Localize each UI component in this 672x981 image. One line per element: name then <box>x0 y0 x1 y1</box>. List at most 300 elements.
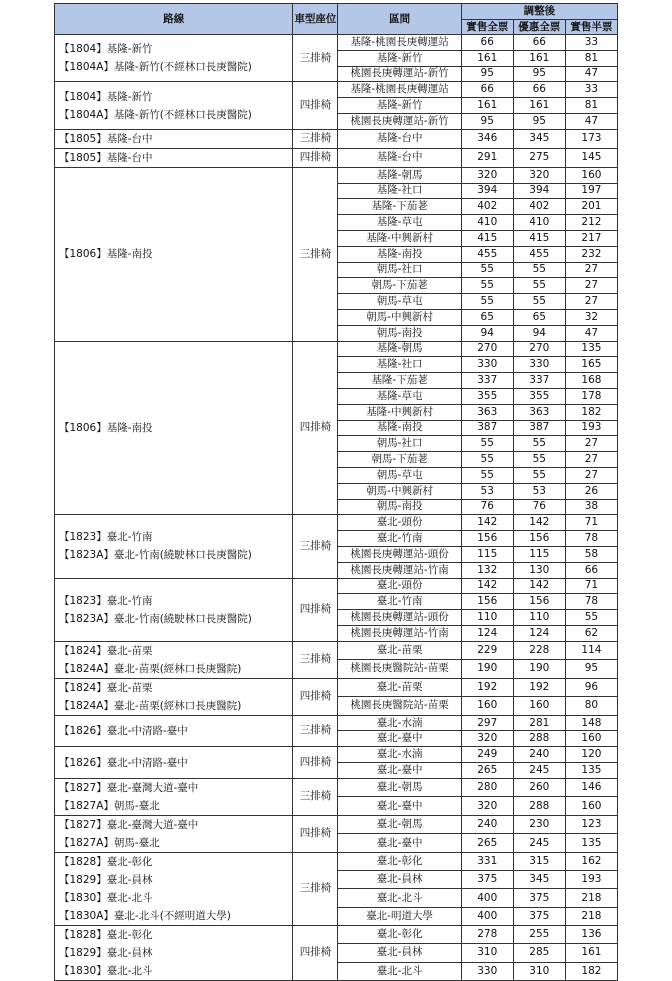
discount-fare-cell: 55 <box>513 294 565 310</box>
discount-fare-cell: 275 <box>513 148 565 167</box>
full-fare-cell: 76 <box>461 499 513 515</box>
section-cell: 基隆-中興新村 <box>338 404 461 420</box>
section-cell: 臺北-彰化 <box>338 852 461 870</box>
route-cell <box>55 925 293 980</box>
table-row <box>55 82 618 98</box>
section-cell: 朝馬-南投 <box>338 499 461 515</box>
section-cell: 桃園長庚轉運站-竹南 <box>338 562 461 578</box>
section-cell: 臺北-頭份 <box>338 578 461 594</box>
table-row <box>55 578 618 594</box>
discount-fare-cell: 315 <box>513 852 565 870</box>
route-cell <box>55 678 293 715</box>
half-fare-cell: 136 <box>565 925 617 943</box>
header-full-fare: 實售全票 <box>461 20 513 35</box>
half-fare-cell: 182 <box>565 404 617 420</box>
discount-fare-cell: 55 <box>513 278 565 294</box>
route-cell <box>55 341 293 515</box>
table-row <box>55 35 618 51</box>
full-fare-cell: 320 <box>461 797 513 816</box>
route-name: 【1826】臺北-中清路-臺中 <box>59 724 188 737</box>
section-cell: 臺北-竹南 <box>338 531 461 547</box>
header-section: 區間 <box>338 4 461 35</box>
route-name: 【1827】臺北-臺灣大道-臺中 <box>59 781 199 794</box>
full-fare-cell: 320 <box>461 167 513 183</box>
full-fare-cell: 402 <box>461 199 513 215</box>
half-fare-cell: 81 <box>565 50 617 66</box>
half-fare-cell: 55 <box>565 610 617 626</box>
header-seat: 車型座位 <box>293 4 338 35</box>
route-name: 【1827】臺北-臺灣大道-臺中 <box>59 818 199 831</box>
full-fare-cell: 331 <box>461 852 513 870</box>
section-cell: 朝馬-中興新村 <box>338 483 461 499</box>
section-cell: 臺北-北斗 <box>338 889 461 907</box>
full-fare-cell: 55 <box>461 278 513 294</box>
half-fare-cell: 162 <box>565 852 617 870</box>
route-cell <box>55 778 293 815</box>
route-cell <box>55 715 293 747</box>
section-cell: 桃園長庚轉運站-頭份 <box>338 546 461 562</box>
full-fare-cell: 161 <box>461 50 513 66</box>
section-cell: 臺北-北斗 <box>338 962 461 980</box>
section-cell: 臺北-朝馬 <box>338 778 461 797</box>
half-fare-cell: 197 <box>565 183 617 199</box>
half-fare-cell: 27 <box>565 467 617 483</box>
route-cell <box>55 82 293 129</box>
full-fare-cell: 190 <box>461 660 513 679</box>
discount-fare-cell: 66 <box>513 35 565 51</box>
discount-fare-cell: 345 <box>513 871 565 889</box>
section-cell: 桃園長庚醫院站-苗栗 <box>338 697 461 716</box>
seat-type-cell: 三排椅 <box>293 641 338 678</box>
full-fare-cell: 95 <box>461 113 513 129</box>
seat-type-cell: 三排椅 <box>293 167 338 341</box>
discount-fare-cell: 76 <box>513 499 565 515</box>
discount-fare-cell: 455 <box>513 246 565 262</box>
full-fare-cell: 65 <box>461 309 513 325</box>
seat-type-cell: 四排椅 <box>293 925 338 980</box>
table-row <box>55 778 618 797</box>
table-row <box>55 678 618 697</box>
half-fare-cell: 217 <box>565 230 617 246</box>
route-cell <box>55 852 293 925</box>
discount-fare-cell: 285 <box>513 944 565 962</box>
discount-fare-cell: 375 <box>513 907 565 925</box>
half-fare-cell: 58 <box>565 546 617 562</box>
half-fare-cell: 212 <box>565 215 617 231</box>
section-cell: 臺北-水湳 <box>338 747 461 763</box>
discount-fare-cell: 410 <box>513 215 565 231</box>
half-fare-cell: 120 <box>565 747 617 763</box>
discount-fare-cell: 130 <box>513 562 565 578</box>
full-fare-cell: 363 <box>461 404 513 420</box>
full-fare-cell: 400 <box>461 907 513 925</box>
seat-type-cell: 三排椅 <box>293 35 338 82</box>
discount-fare-cell: 415 <box>513 230 565 246</box>
half-fare-cell: 78 <box>565 531 617 547</box>
section-cell: 臺北-彰化 <box>338 925 461 943</box>
table-row <box>55 715 618 731</box>
route-name: 【1804】基隆-新竹 <box>59 90 153 103</box>
full-fare-cell: 124 <box>461 625 513 641</box>
route-name: 【1804】基隆-新竹 <box>59 43 153 56</box>
route-cell <box>55 815 293 852</box>
full-fare-cell: 270 <box>461 341 513 357</box>
half-fare-cell: 160 <box>565 167 617 183</box>
discount-fare-cell: 288 <box>513 731 565 747</box>
half-fare-cell: 218 <box>565 907 617 925</box>
discount-fare-cell: 160 <box>513 697 565 716</box>
half-fare-cell: 47 <box>565 325 617 341</box>
section-cell: 臺北-員林 <box>338 944 461 962</box>
route-cell <box>55 515 293 578</box>
discount-fare-cell: 66 <box>513 82 565 98</box>
route-name: 【1829】臺北-員林 <box>59 873 153 886</box>
full-fare-cell: 400 <box>461 889 513 907</box>
seat-type-cell: 四排椅 <box>293 578 338 641</box>
discount-fare-cell: 156 <box>513 531 565 547</box>
half-fare-cell: 27 <box>565 278 617 294</box>
discount-fare-cell: 161 <box>513 98 565 114</box>
half-fare-cell: 27 <box>565 436 617 452</box>
route-name: 【1826】臺北-中清路-臺中 <box>59 756 188 769</box>
discount-fare-cell: 230 <box>513 815 565 834</box>
discount-fare-cell: 345 <box>513 129 565 148</box>
full-fare-cell: 95 <box>461 66 513 82</box>
full-fare-cell: 160 <box>461 697 513 716</box>
section-cell: 臺北-明道大學 <box>338 907 461 925</box>
discount-fare-cell: 55 <box>513 436 565 452</box>
route-name: 【1805】基隆-台中 <box>59 151 153 164</box>
seat-type-cell: 四排椅 <box>293 148 338 167</box>
half-fare-cell: 148 <box>565 715 617 731</box>
table-body <box>55 35 618 981</box>
full-fare-cell: 278 <box>461 925 513 943</box>
route-name: 【1830A】臺北-北斗(不經明道大學) <box>59 909 231 922</box>
full-fare-cell: 375 <box>461 871 513 889</box>
header-adjusted: 調整後 <box>461 4 617 20</box>
half-fare-cell: 26 <box>565 483 617 499</box>
discount-fare-cell: 245 <box>513 834 565 853</box>
full-fare-cell: 394 <box>461 183 513 199</box>
discount-fare-cell: 240 <box>513 747 565 763</box>
discount-fare-cell: 228 <box>513 641 565 660</box>
full-fare-cell: 291 <box>461 148 513 167</box>
full-fare-cell: 115 <box>461 546 513 562</box>
section-cell: 基隆-草屯 <box>338 215 461 231</box>
header-discount-fare: 優惠全票 <box>513 20 565 35</box>
table-row <box>55 341 618 357</box>
discount-fare-cell: 55 <box>513 452 565 468</box>
section-cell: 朝馬-中興新村 <box>338 309 461 325</box>
discount-fare-cell: 55 <box>513 467 565 483</box>
discount-fare-cell: 387 <box>513 420 565 436</box>
half-fare-cell: 165 <box>565 357 617 373</box>
section-cell: 基隆-社口 <box>338 183 461 199</box>
route-name: 【1830】臺北-北斗 <box>59 891 153 904</box>
half-fare-cell: 182 <box>565 962 617 980</box>
route-cell <box>55 747 293 779</box>
half-fare-cell: 66 <box>565 562 617 578</box>
discount-fare-cell: 110 <box>513 610 565 626</box>
route-name: 【1823】臺北-竹南 <box>59 594 153 607</box>
full-fare-cell: 337 <box>461 373 513 389</box>
discount-fare-cell: 142 <box>513 578 565 594</box>
fare-table <box>54 3 618 981</box>
section-cell: 基隆-朝馬 <box>338 167 461 183</box>
section-cell: 桃園長庚轉運站-新竹 <box>338 66 461 82</box>
table-row <box>55 747 618 763</box>
full-fare-cell: 156 <box>461 594 513 610</box>
section-cell: 桃園長庚轉運站-頭份 <box>338 610 461 626</box>
discount-fare-cell: 337 <box>513 373 565 389</box>
full-fare-cell: 249 <box>461 747 513 763</box>
section-cell: 朝馬-下茄荖 <box>338 278 461 294</box>
section-cell: 基隆-下茄荖 <box>338 199 461 215</box>
route-cell <box>55 578 293 641</box>
half-fare-cell: 32 <box>565 309 617 325</box>
half-fare-cell: 123 <box>565 815 617 834</box>
discount-fare-cell: 245 <box>513 763 565 779</box>
section-cell: 基隆-南投 <box>338 246 461 262</box>
section-cell: 臺北-臺中 <box>338 731 461 747</box>
half-fare-cell: 114 <box>565 641 617 660</box>
route-name: 【1823A】臺北-竹南(繞駛林口長庚醫院) <box>59 612 252 625</box>
route-name: 【1828】臺北-彰化 <box>59 928 153 941</box>
half-fare-cell: 71 <box>565 515 617 531</box>
discount-fare-cell: 281 <box>513 715 565 731</box>
discount-fare-cell: 330 <box>513 357 565 373</box>
section-cell: 基隆-草屯 <box>338 388 461 404</box>
section-cell: 臺北-苗栗 <box>338 641 461 660</box>
full-fare-cell: 161 <box>461 98 513 114</box>
half-fare-cell: 178 <box>565 388 617 404</box>
route-name: 【1828】臺北-彰化 <box>59 855 153 868</box>
discount-fare-cell: 115 <box>513 546 565 562</box>
half-fare-cell: 193 <box>565 871 617 889</box>
section-cell: 朝馬-下茄荖 <box>338 452 461 468</box>
full-fare-cell: 55 <box>461 262 513 278</box>
half-fare-cell: 95 <box>565 660 617 679</box>
section-cell: 臺北-臺中 <box>338 797 461 816</box>
full-fare-cell: 330 <box>461 357 513 373</box>
route-name: 【1827A】朝馬-臺北 <box>59 799 160 812</box>
seat-type-cell: 三排椅 <box>293 515 338 578</box>
discount-fare-cell: 355 <box>513 388 565 404</box>
route-name: 【1805】基隆-台中 <box>59 132 153 145</box>
full-fare-cell: 156 <box>461 531 513 547</box>
discount-fare-cell: 53 <box>513 483 565 499</box>
half-fare-cell: 33 <box>565 82 617 98</box>
half-fare-cell: 27 <box>565 452 617 468</box>
seat-type-cell: 三排椅 <box>293 129 338 148</box>
full-fare-cell: 55 <box>461 294 513 310</box>
full-fare-cell: 346 <box>461 129 513 148</box>
half-fare-cell: 232 <box>565 246 617 262</box>
section-cell: 朝馬-草屯 <box>338 467 461 483</box>
section-cell: 桃園長庚轉運站-竹南 <box>338 625 461 641</box>
discount-fare-cell: 375 <box>513 889 565 907</box>
route-name: 【1823】臺北-竹南 <box>59 531 153 544</box>
route-name: 【1824】臺北-苗栗 <box>59 644 153 657</box>
table-row <box>55 515 618 531</box>
half-fare-cell: 38 <box>565 499 617 515</box>
full-fare-cell: 280 <box>461 778 513 797</box>
full-fare-cell: 66 <box>461 35 513 51</box>
route-cell <box>55 35 293 82</box>
full-fare-cell: 240 <box>461 815 513 834</box>
discount-fare-cell: 255 <box>513 925 565 943</box>
half-fare-cell: 81 <box>565 98 617 114</box>
table-row <box>55 641 618 660</box>
discount-fare-cell: 260 <box>513 778 565 797</box>
half-fare-cell: 146 <box>565 778 617 797</box>
full-fare-cell: 94 <box>461 325 513 341</box>
table-row <box>55 129 618 148</box>
route-name: 【1823A】臺北-竹南(繞駛林口長庚醫院) <box>59 549 252 562</box>
seat-type-cell: 四排椅 <box>293 82 338 129</box>
discount-fare-cell: 65 <box>513 309 565 325</box>
discount-fare-cell: 270 <box>513 341 565 357</box>
discount-fare-cell: 394 <box>513 183 565 199</box>
section-cell: 臺北-朝馬 <box>338 815 461 834</box>
half-fare-cell: 161 <box>565 944 617 962</box>
table-header <box>55 4 618 35</box>
section-cell: 基隆-下茄荖 <box>338 373 461 389</box>
section-cell: 基隆-中興新村 <box>338 230 461 246</box>
section-cell: 基隆-南投 <box>338 420 461 436</box>
section-cell: 臺北-竹南 <box>338 594 461 610</box>
half-fare-cell: 47 <box>565 113 617 129</box>
section-cell: 朝馬-草屯 <box>338 294 461 310</box>
full-fare-cell: 410 <box>461 215 513 231</box>
discount-fare-cell: 288 <box>513 797 565 816</box>
full-fare-cell: 55 <box>461 452 513 468</box>
full-fare-cell: 310 <box>461 944 513 962</box>
half-fare-cell: 193 <box>565 420 617 436</box>
half-fare-cell: 47 <box>565 66 617 82</box>
section-cell: 臺北-臺中 <box>338 834 461 853</box>
full-fare-cell: 66 <box>461 82 513 98</box>
route-cell <box>55 129 293 148</box>
half-fare-cell: 80 <box>565 697 617 716</box>
half-fare-cell: 135 <box>565 763 617 779</box>
route-name: 【1829】臺北-員林 <box>59 946 153 959</box>
discount-fare-cell: 310 <box>513 962 565 980</box>
section-cell: 臺北-員林 <box>338 871 461 889</box>
half-fare-cell: 173 <box>565 129 617 148</box>
half-fare-cell: 160 <box>565 731 617 747</box>
discount-fare-cell: 190 <box>513 660 565 679</box>
section-cell: 臺北-水湳 <box>338 715 461 731</box>
seat-type-cell: 四排椅 <box>293 341 338 515</box>
route-name: 【1827A】朝馬-臺北 <box>59 836 160 849</box>
half-fare-cell: 135 <box>565 834 617 853</box>
route-cell <box>55 167 293 341</box>
section-cell: 基隆-新竹 <box>338 50 461 66</box>
half-fare-cell: 71 <box>565 578 617 594</box>
section-cell: 臺北-頭份 <box>338 515 461 531</box>
seat-type-cell: 三排椅 <box>293 852 338 925</box>
section-cell: 基隆-台中 <box>338 148 461 167</box>
route-name: 【1806】基隆-南投 <box>59 421 153 434</box>
section-cell: 桃園長庚醫院站-苗栗 <box>338 660 461 679</box>
full-fare-cell: 455 <box>461 246 513 262</box>
half-fare-cell: 168 <box>565 373 617 389</box>
full-fare-cell: 387 <box>461 420 513 436</box>
route-name: 【1824】臺北-苗栗 <box>59 681 153 694</box>
full-fare-cell: 229 <box>461 641 513 660</box>
section-cell: 臺北-苗栗 <box>338 678 461 697</box>
full-fare-cell: 265 <box>461 834 513 853</box>
route-name: 【1806】基隆-南投 <box>59 248 153 261</box>
half-fare-cell: 160 <box>565 797 617 816</box>
seat-type-cell: 三排椅 <box>293 778 338 815</box>
route-name: 【1824A】臺北-苗栗(經林口長庚醫院) <box>59 699 242 712</box>
half-fare-cell: 62 <box>565 625 617 641</box>
discount-fare-cell: 55 <box>513 262 565 278</box>
seat-type-cell: 三排椅 <box>293 715 338 747</box>
seat-type-cell: 四排椅 <box>293 815 338 852</box>
section-cell: 基隆-桃園長庚轉運站 <box>338 82 461 98</box>
table-row <box>55 852 618 870</box>
half-fare-cell: 27 <box>565 294 617 310</box>
full-fare-cell: 53 <box>461 483 513 499</box>
section-cell: 朝馬-南投 <box>338 325 461 341</box>
seat-type-cell: 四排椅 <box>293 747 338 779</box>
full-fare-cell: 320 <box>461 731 513 747</box>
half-fare-cell: 27 <box>565 262 617 278</box>
discount-fare-cell: 161 <box>513 50 565 66</box>
route-name: 【1804A】基隆-新竹(不經林口長庚醫院) <box>59 108 252 121</box>
full-fare-cell: 132 <box>461 562 513 578</box>
discount-fare-cell: 320 <box>513 167 565 183</box>
discount-fare-cell: 94 <box>513 325 565 341</box>
discount-fare-cell: 142 <box>513 515 565 531</box>
section-cell: 基隆-新竹 <box>338 98 461 114</box>
full-fare-cell: 142 <box>461 515 513 531</box>
table-row <box>55 925 618 943</box>
full-fare-cell: 110 <box>461 610 513 626</box>
discount-fare-cell: 95 <box>513 66 565 82</box>
section-cell: 朝馬-社口 <box>338 436 461 452</box>
section-cell: 桃園長庚轉運站-新竹 <box>338 113 461 129</box>
section-cell: 朝馬-社口 <box>338 262 461 278</box>
section-cell: 基隆-桃園長庚轉運站 <box>338 35 461 51</box>
section-cell: 基隆-朝馬 <box>338 341 461 357</box>
route-name: 【1830】臺北-北斗 <box>59 964 153 977</box>
header-half-fare: 實售半票 <box>565 20 617 35</box>
half-fare-cell: 145 <box>565 148 617 167</box>
half-fare-cell: 135 <box>565 341 617 357</box>
half-fare-cell: 96 <box>565 678 617 697</box>
half-fare-cell: 218 <box>565 889 617 907</box>
full-fare-cell: 415 <box>461 230 513 246</box>
full-fare-cell: 355 <box>461 388 513 404</box>
section-cell: 基隆-台中 <box>338 129 461 148</box>
table-row <box>55 815 618 834</box>
full-fare-cell: 265 <box>461 763 513 779</box>
seat-type-cell: 四排椅 <box>293 678 338 715</box>
full-fare-cell: 297 <box>461 715 513 731</box>
full-fare-cell: 192 <box>461 678 513 697</box>
discount-fare-cell: 156 <box>513 594 565 610</box>
table-row <box>55 148 618 167</box>
discount-fare-cell: 363 <box>513 404 565 420</box>
route-name: 【1804A】基隆-新竹(不經林口長庚醫院) <box>59 61 252 74</box>
full-fare-cell: 55 <box>461 436 513 452</box>
section-cell: 臺北-臺中 <box>338 763 461 779</box>
header-route: 路線 <box>55 4 293 35</box>
